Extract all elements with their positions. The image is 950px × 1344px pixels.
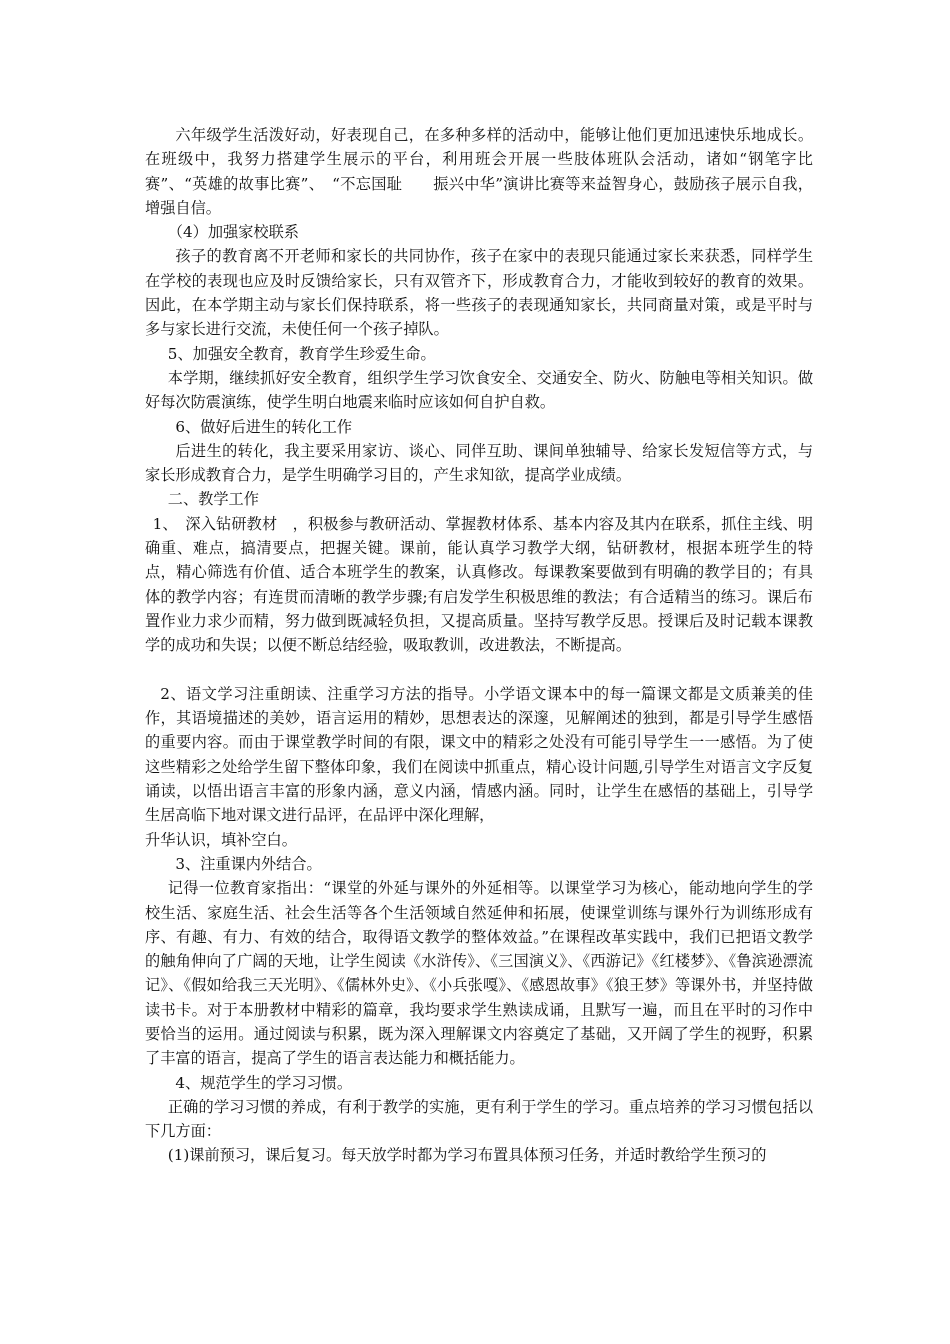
heading-home-school: （4）加强家校联系 xyxy=(167,223,299,242)
heading-teaching-work: 二、教学工作 xyxy=(167,490,259,509)
document-body xyxy=(145,123,813,1168)
heading-study-habits: 4、规范学生的学习习惯。 xyxy=(175,1073,353,1092)
paragraph-safety: 本学期，继续抓好安全教育，组织学生学习饮食安全、交通安全、防火、防触电等相关知识。做好每次防震演练，使学生明白地震来临时应该如何自护自救。 xyxy=(145,368,813,412)
heading-underachievers: 6、做好后进生的转化工作 xyxy=(175,417,353,436)
paragraph-activities: 六年级学生活泼好动，好表现自己，在多种多样的活动中，能够让他们更加迅速快乐地成长。在班级中，我努力搭建学生展示的平台，利用班会开展一些肢体班队会活动，诸如“钢笔字比赛”、“英雄的故事比赛”、 “不忘国耻 振兴中华”演讲比赛等来益智身心，鼓励孩子展示自我，增强自信。 xyxy=(145,126,813,217)
paragraph-preview-review: (1)课前预习，课后复习。每天放学时都为学习布置具体预习任务，并适时教给学生预习的 xyxy=(167,1146,767,1165)
paragraph-study-materials: 1、 深入钻研教材 ，积极参与教研活动、掌握教材体系、基本内容及其内在联系，抓住主线、明确重、难点，搞清要点，把握关键。课前，能认真学习教学大纲，钻研教材，根据本班学生的特点，精心筛选有价值、适合本班学生的教案，认真修改。每课教案要做到有明确的教学目的；有具体的教学内容；有连贯而清晰的教学步骤;有启发学生积极思维的教法；有合适精当的练习。课后布置作业力求少而精，努力做到既减轻负担，又提高质量。坚持写教学反思。授课后及时记载本课教学的成功和失误；以便不断总结经验，吸取教训，改进教法，不断提高。 xyxy=(145,514,813,655)
paragraph-in-out-class: 记得一位教育家指出：“课堂的外延与课外的外延相等。以课堂学习为核心，能动地向学生的学校生活、家庭生活、社会生活等各个生活领域自然延伸和拓展，使课堂训练与课外行为训练形成有序、有趣、有力、有效的结合，取得语文教学的整体效益。”在课程改革实践中，我们已把语文教学的触角伸向了广阔的天地，让学生阅读《水浒传》、《三国演义》、《西游记》《红楼梦》、《鲁滨逊漂流记》、《假如给我三天光明》、《儒林外史》、《小兵张嘎》、《感恩故事》《狼王梦》等课外书，并坚持做读书卡。对于本册教材中精彩的篇章，我均要求学生熟读成诵，且默写一遍，而且在平时的习作中要恰当的运用。通过阅读与积累，既为深入理解课文内容奠定了基础，又开阔了学生的视野，积累了丰富的语言，提高了学生的语言表达能力和概括能力。 xyxy=(145,879,813,1068)
paragraph-reading-aloud: 2、语文学习注重朗读、注重学习方法的指导。小学语文课本中的每一篇课文都是文质兼美的佳作，其语境描述的美妙，语言运用的精妙，思想表达的深邃，见解阐述的独到，都是引导学生感悟的重要内容。而由于课堂教学时间的有限，课文中的精彩之处没有可能引导学生一一感悟。为了使这些精彩之处给学生留下整体印象，我们在阅读中抓重点，精心设计问题,引导学生对语言文字反复诵读，以悟出语言丰富的形象内涵，意义内涵，情感内涵。同时，让学生在感悟的基础上，引导学生居高临下地对课文进行品评，在品评中深化理解， xyxy=(145,684,813,825)
paragraph-reading-aloud-end: 升华认识，填补空白。 xyxy=(145,830,297,849)
blank-line xyxy=(145,658,813,682)
paragraph-home-school: 孩子的教育离不开老师和家长的共同协作，孩子在家中的表现只能通过家长来获悉，同样学生在学校的表现也应及时反馈给家长，只有双管齐下，形成教育合力，才能收到较好的教育的效果。因此，在本学期主动与家长们保持联系，将一些孩子的表现通知家长，共同商量对策，或是平时与多与家长进行交流，未使任何一个孩子掉队。 xyxy=(145,247,813,339)
paragraph-study-habits: 正确的学习习惯的养成，有利于教学的实施，更有利于学生的学习。重点培养的学习习惯包括以下几方面： xyxy=(145,1097,813,1141)
heading-in-out-class: 3、注重课内外结合。 xyxy=(175,854,322,873)
heading-safety: 5、加强安全教育，教育学生珍爱生命。 xyxy=(167,344,436,363)
paragraph-underachievers: 后进生的转化，我主要采用家访、谈心、同伴互助、课间单独辅导、给家长发短信等方式，与家长形成教育合力，是学生明确学习目的，产生求知欲，提高学业成绩。 xyxy=(145,441,813,485)
